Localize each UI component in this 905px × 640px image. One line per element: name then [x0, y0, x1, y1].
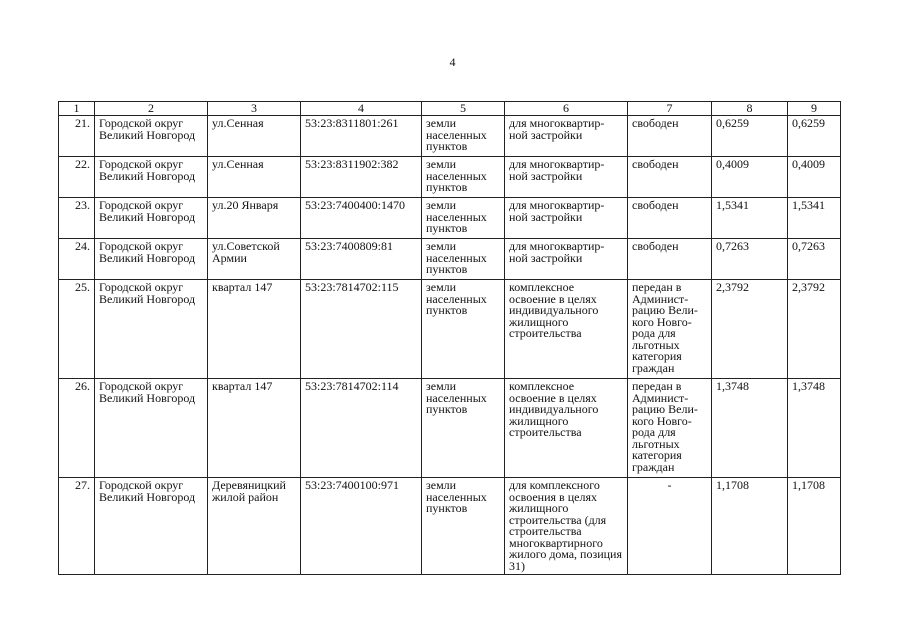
purpose-cell: для многоквартир-ной застройки	[505, 198, 628, 239]
area-cell: 1,1708	[712, 478, 788, 575]
location-cell: Деревяницкий жилой район	[208, 478, 301, 575]
land-category-cell: земли населенных пунктов	[422, 239, 505, 280]
area-cell: 0,4009	[788, 157, 841, 198]
table-row	[59, 239, 841, 280]
area-cell: 1,3748	[788, 379, 841, 478]
location-cell: ул.Советской Армии	[208, 239, 301, 280]
status-cell: свободен	[628, 116, 712, 157]
area-cell: 2,3792	[712, 280, 788, 379]
municipality-cell: Городской округ Великий Новгород	[95, 116, 208, 157]
land-category-cell: земли населенных пунктов	[422, 379, 505, 478]
land-plots-table	[58, 101, 841, 575]
purpose-cell: для многоквартир-ной застройки	[505, 116, 628, 157]
land-category-cell: земли населенных пунктов	[422, 116, 505, 157]
cadastral-number-cell: 53:23:8311801:261	[301, 116, 422, 157]
header-cell: 8	[712, 102, 788, 116]
municipality-cell: Городской округ Великий Новгород	[95, 379, 208, 478]
municipality-cell: Городской округ Великий Новгород	[95, 198, 208, 239]
area-cell: 0,4009	[712, 157, 788, 198]
municipality-cell: Городской округ Великий Новгород	[95, 280, 208, 379]
row-number: 24.	[59, 239, 95, 280]
location-cell: ул.20 Января	[208, 198, 301, 239]
row-number: 25.	[59, 280, 95, 379]
municipality-cell: Городской округ Великий Новгород	[95, 239, 208, 280]
location-cell: ул.Сенная	[208, 157, 301, 198]
header-cell: 4	[301, 102, 422, 116]
cadastral-number-cell: 53:23:7814702:115	[301, 280, 422, 379]
land-category-cell: земли населенных пунктов	[422, 478, 505, 575]
area-cell: 0,6259	[788, 116, 841, 157]
header-cell: 5	[422, 102, 505, 116]
cadastral-number-cell: 53:23:8311902:382	[301, 157, 422, 198]
area-cell: 1,5341	[788, 198, 841, 239]
area-cell: 0,7263	[712, 239, 788, 280]
status-cell: -	[628, 478, 712, 575]
row-number: 21.	[59, 116, 95, 157]
area-cell: 1,1708	[788, 478, 841, 575]
area-cell: 0,6259	[712, 116, 788, 157]
header-cell: 7	[628, 102, 712, 116]
page-number: 4	[449, 55, 456, 69]
status-cell: свободен	[628, 198, 712, 239]
area-cell: 1,3748	[712, 379, 788, 478]
row-number: 23.	[59, 198, 95, 239]
area-cell: 0,7263	[788, 239, 841, 280]
cadastral-number-cell: 53:23:7400809:81	[301, 239, 422, 280]
status-cell: передан в Админист-рацию Вели-кого Новго-рода для льготных категория граждан	[628, 379, 712, 478]
cadastral-number-cell: 53:23:7814702:114	[301, 379, 422, 478]
table-row	[59, 280, 841, 379]
header-cell: 2	[95, 102, 208, 116]
purpose-cell: для многоквартир-ной застройки	[505, 157, 628, 198]
purpose-cell: для многоквартир-ной застройки	[505, 239, 628, 280]
header-cell: 6	[505, 102, 628, 116]
municipality-cell: Городской округ Великий Новгород	[95, 478, 208, 575]
purpose-cell: комплексное освоение в целях индивидуального жилищного строительства	[505, 280, 628, 379]
status-cell: передан в Админист-рацию Вели-кого Новго-рода для льготных категория граждан	[628, 280, 712, 379]
location-cell: квартал 147	[208, 379, 301, 478]
header-cell: 1	[59, 102, 95, 116]
row-number: 27.	[59, 478, 95, 575]
cadastral-number-cell: 53:23:7400400:1470	[301, 198, 422, 239]
land-category-cell: земли населенных пунктов	[422, 157, 505, 198]
status-cell: свободен	[628, 239, 712, 280]
row-number: 26.	[59, 379, 95, 478]
cadastral-number-cell: 53:23:7400100:971	[301, 478, 422, 575]
land-category-cell: земли населенных пунктов	[422, 198, 505, 239]
header-cell: 3	[208, 102, 301, 116]
table-row	[59, 478, 841, 575]
table-row	[59, 198, 841, 239]
municipality-cell: Городской округ Великий Новгород	[95, 157, 208, 198]
table-row	[59, 116, 841, 157]
status-cell: свободен	[628, 157, 712, 198]
land-category-cell: земли населенных пунктов	[422, 280, 505, 379]
area-cell: 1,5341	[712, 198, 788, 239]
area-cell: 2,3792	[788, 280, 841, 379]
purpose-cell: для комплексного освоения в целях жилищного строительства (для строительства многоквартирного жилого дома, позиция 31)	[505, 478, 628, 575]
location-cell: ул.Сенная	[208, 116, 301, 157]
row-number: 22.	[59, 157, 95, 198]
header-row	[59, 102, 841, 116]
location-cell: квартал 147	[208, 280, 301, 379]
purpose-cell: комплексное освоение в целях индивидуального жилищного строительства	[505, 379, 628, 478]
header-cell: 9	[788, 102, 841, 116]
table-row	[59, 157, 841, 198]
table-row	[59, 379, 841, 478]
